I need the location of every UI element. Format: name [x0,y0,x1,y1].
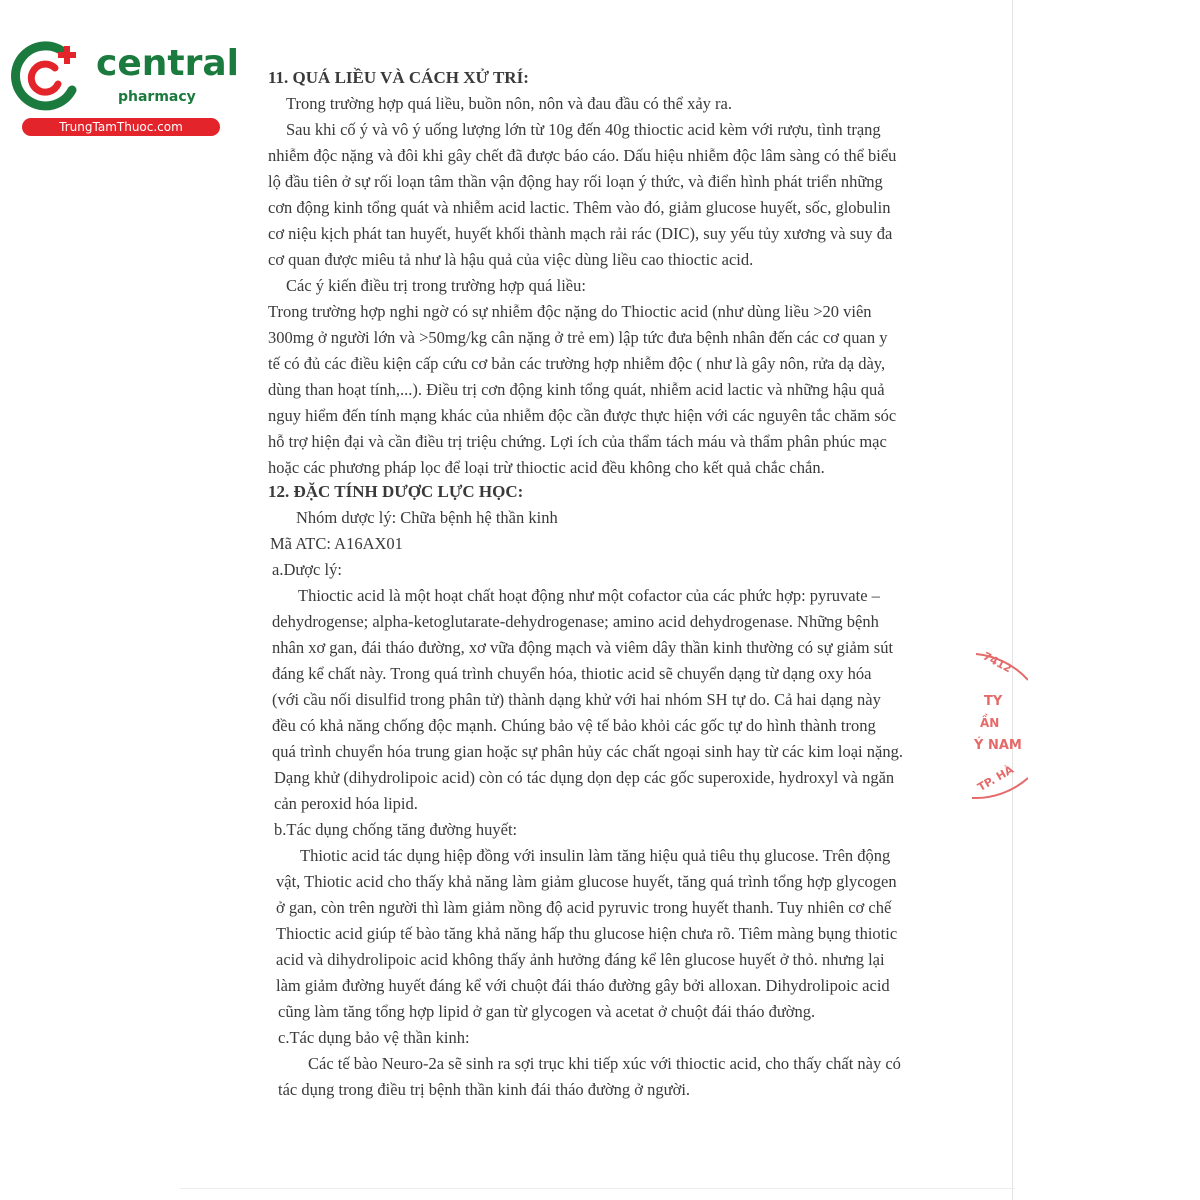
paragraph-line: cơ quan được miêu tả như là hậu quả của việc dùng liều cao thioctic acid. [268,250,754,269]
paragraph-line: cản peroxid hóa lipid. [274,794,418,813]
paragraph-line: Thioctic acid là một hoạt chất hoạt động như một cofactor của các phức hợp: pyruvate – [298,586,880,605]
page-bottom-edge [180,1188,1015,1189]
paragraph-line: hỗ trợ hiện đại và cần điều trị triệu chứng. Lợi ích của thẩm tách máu và thẩm phân phúc mạc [268,432,887,451]
section-12-heading: 12. ĐẶC TÍNH DƯỢC LỰC HỌC: [268,482,524,501]
paragraph-line: đáng kể chất này. Trong quá trình chuyển hóa, thiotic acid sẽ chuyển dạng từ dạng oxy hóa [272,664,872,683]
paragraph-line: dehydrogense; alpha-ketoglutarate-dehydrogenase; amino acid dehydrogenase. Những bệnh [272,612,879,631]
paragraph-line: Sau khi cố ý và vô ý uống lượng lớn từ 10g đến 40g thioctic acid kèm với rượu, tình trạng [286,120,881,139]
paragraph-line: 300mg ở người lớn và >50mg/kg cân nặng ở trẻ em) lập tức đưa bệnh nhân đến các cơ quan y [268,328,888,347]
paragraph-line: Mã ATC: A16AX01 [270,534,403,553]
paragraph-line: acid và dihydrolipoic acid không thấy ảnh hưởng đáng kể lên glucose huyết ở thỏ. nhưng lại [276,950,885,969]
paragraph-line: ở gan, còn trên người thì làm giảm nồng độ acid pyruvic trong huyết thanh. Tuy nhiên cơ chế [276,898,892,917]
paragraph-line: Các tế bào Neuro-2a sẽ sinh ra sợi trục khi tiếp xúc với thioctic acid, cho thấy chất này có [308,1054,901,1073]
logo-site-link[interactable]: TrungTamThuoc.com [22,118,220,136]
paragraph-line: cũng làm tăng tổng hợp lipid ở gan từ glycogen và acetat ở chuột đái tháo đường. [278,1002,816,1021]
paragraph-line: đều có khả năng chống độc mạnh. Chúng bảo vệ tế bảo khỏi các gốc tự do hình thành trong [272,716,876,735]
stamp-text-4: TP. HÀ [975,763,1016,794]
stamp-text-3: Ý NAM [974,738,1022,753]
paragraph-line: Nhóm dược lý: Chữa bệnh hệ thần kinh [296,508,558,527]
logo-sub-text: pharmacy [118,89,196,105]
paragraph-line: vật, Thiotic acid cho thấy khả năng làm giảm glucose huyết, tăng quá trình tổng hợp glycogen [276,872,897,891]
company-stamp [968,650,1028,810]
paragraph-line: tế có đủ các điều kiện cấp cứu cơ bản các trường hợp nhiễm độc ( như là gây nôn, rửa dạ dày, [268,354,886,373]
paragraph-line: (với cầu nối disulfid trong phân tử) thành dạng khử với hai nhóm SH tự do. Cả hai dạng này [272,690,881,709]
paragraph-line: Các ý kiến điều trị trong trường hợp quá liều: [286,276,586,295]
paragraph-line: hoặc các phương pháp lọc để loại trừ thioctic acid đều không cho kết quả chắc chắn. [268,458,825,477]
paragraph-line: cơ niệu kịch phát tan huyết, huyết khối thành mạch rải rác (DIC), suy yếu tủy xương và suy đa [268,224,893,243]
pharmacy-logo-icon [10,40,90,112]
page-edge [1012,0,1013,1200]
stamp-text-1: TY [984,694,1003,709]
paragraph-line: cơn động kinh tổng quát và nhiễm acid lactic. Thêm vào đó, giảm glucose huyết, sốc, globulin [268,198,891,217]
paragraph-line: quá trình chuyển hóa trung gian hoặc sự phân hủy các chất ngoại sinh hay từ các kim loại nặng. [272,742,903,761]
paragraph-line: tác dụng trong điều trị bệnh thần kinh đái tháo đường ở người. [278,1080,691,1099]
paragraph-line: lộ đầu tiên ở sự rối loạn tâm thần vận động hay rối loạn ý thức, và điển hình phát triển những [268,172,883,191]
subsection-b-heading: b.Tác dụng chống tăng đường huyết: [274,820,518,839]
paragraph-line: Thiotic acid tác dụng hiệp đồng với insulin làm tăng hiệu quả tiêu thụ glucose. Trên động [300,846,891,865]
paragraph-line: Trong trường hợp nghi ngờ có sự nhiễm độc nặng do Thioctic acid (như dùng liều >20 viên [268,302,872,321]
logo-brand-text: central [96,43,239,84]
subsection-a-heading: a.Dược lý: [272,560,342,579]
paragraph-line: nhiễm độc nặng và đôi khi gây chết đã được báo cáo. Dấu hiệu nhiễm độc lâm sàng có thể biểu [268,146,897,165]
paragraph-line: Dạng khử (dihydrolipoic acid) còn có tác dụng dọn dẹp các gốc superoxide, hydroxyl và ngăn [274,768,895,787]
paragraph-line: làm giảm đường huyết đáng kể với chuột đái tháo đường gây bởi alloxan. Dihydrolipoic acid [276,976,890,995]
paragraph-line: nguy hiểm đến tính mạng khác của nhiễm độc cần được thực hiện với các nguyên tắc chăm sóc [268,406,897,425]
paragraph-line: dùng than hoạt tính,...). Điều trị cơn động kinh tổng quát, nhiễm acid lactic và những hậu quả [268,380,885,399]
stamp-code: 7412 [980,649,1014,676]
paragraph-line: Thioctic acid giúp tế bào tăng khả năng hấp thu glucose hiện chưa rõ. Tiêm màng bụng thiotic [276,924,898,943]
section-11-heading: 11. QUÁ LIỀU VÀ CÁCH XỬ TRÍ: [268,68,529,87]
paragraph-line: nhân xơ gan, đái tháo đường, xơ vữa động mạch và viêm dây thần kinh thường có sự giảm sút [272,638,894,657]
subsection-c-heading: c.Tác dụng bảo vệ thần kinh: [278,1028,470,1047]
stamp-text-2: ẦN [980,716,1000,730]
paragraph-line: Trong trường hợp quá liều, buồn nôn, nôn và đau đầu có thể xảy ra. [286,94,732,113]
central-pharmacy-logo[interactable] [10,40,239,136]
